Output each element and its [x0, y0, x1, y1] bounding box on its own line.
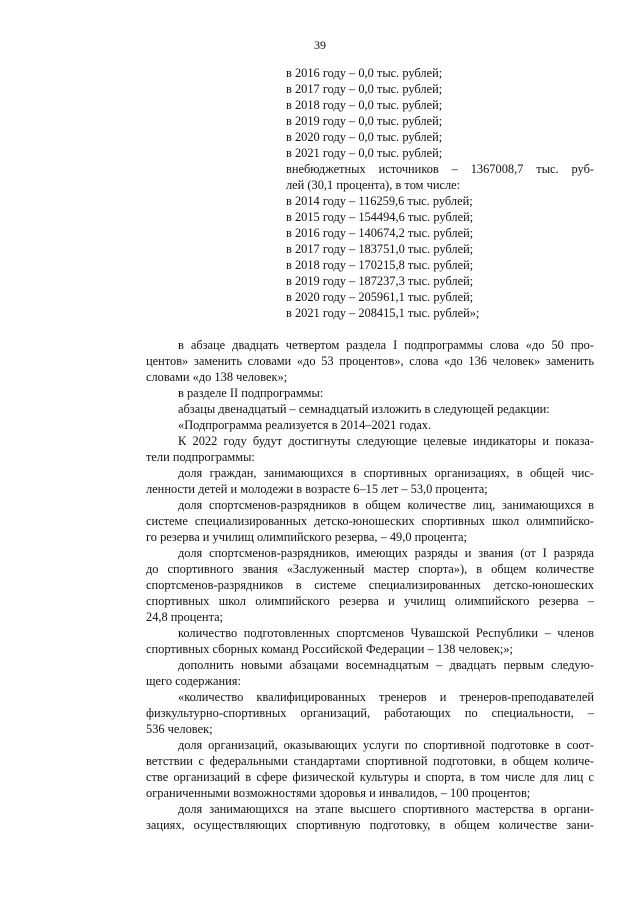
list-item: в 2018 году – 0,0 тыс. рублей;	[286, 98, 443, 112]
body-line: «количество квалифицированных тренеров и тренеров-преподавателей	[178, 690, 594, 704]
list-item: в 2020 году – 0,0 тыс. рублей;	[286, 130, 443, 144]
body-line: доля организаций, оказывающих услуги по спортивной подготовке в соот-	[178, 738, 594, 752]
list-item: в 2017 году – 183751,0 тыс. рублей;	[286, 242, 474, 256]
body-line: ветствии с федеральными стандартами спортивной подготовки, в общем количе-	[146, 754, 594, 768]
body-line: словами «до 138 человек»;	[146, 370, 288, 384]
body-line: дополнить новыми абзацами восемнадцатым – двадцать первым следую-	[178, 658, 594, 672]
body-line: спортсменов-разрядников в системе специализированных детско-юношеских	[146, 578, 594, 592]
body-line: абзацы двенадцатый – семнадцатый изложить в следующей редакции:	[178, 402, 550, 416]
body-line: 536 человек;	[146, 722, 213, 736]
body-line: доля спортсменов-разрядников в общем количестве лиц, занимающихся в	[178, 498, 594, 512]
body-line: до спортивного звания «Заслуженный мастер спорта»), в общем количестве	[146, 562, 594, 576]
list-item: в 2020 году – 205961,1 тыс. рублей;	[286, 290, 474, 304]
body-line: К 2022 году будут достигнуты следующие целевые индикаторы и показа-	[178, 434, 594, 448]
list-item: в 2017 году – 0,0 тыс. рублей;	[286, 82, 443, 96]
list-item: в 2014 году – 116259,6 тыс. рублей;	[286, 194, 473, 208]
body-line: спортивных школ олимпийского резерва и училищ олимпийского резерва –	[146, 594, 594, 608]
list-item: в 2018 году – 170215,8 тыс. рублей;	[286, 258, 474, 272]
body-line: доля граждан, занимающихся в спортивных организациях, в общей чис-	[178, 466, 594, 480]
body-line: щего содержания:	[146, 674, 241, 688]
list-item: в 2021 году – 208415,1 тыс. рублей»;	[286, 306, 480, 320]
list-item: в 2019 году – 0,0 тыс. рублей;	[286, 114, 443, 128]
body-line: доля спортсменов-разрядников, имеющих разряды и звания (от I разряда	[178, 546, 594, 560]
body-line: тели подпрограммы:	[146, 450, 255, 464]
page-number: 39	[314, 38, 326, 52]
body-line: в абзаце двадцать четвертом раздела I подпрограммы слова «до 50 про-	[178, 338, 594, 352]
body-line: ограниченными возможностями здоровья и инвалидов, – 100 процентов;	[146, 786, 531, 800]
body-line: физкультурно-спортивных организаций, работающих по специальности, –	[146, 706, 594, 720]
body-line: зациях, осуществляющих спортивную подготовку, в общем количестве зани-	[146, 818, 594, 832]
body-line: в разделе II подпрограммы:	[178, 386, 324, 400]
list-item: внебюджетных источников – 1367008,7 тыс. руб-	[286, 162, 594, 176]
body-line: ленности детей и молодежи в возрасте 6–15 лет – 53,0 процента;	[146, 482, 488, 496]
list-item: лей (30,1 процента), в том числе:	[286, 178, 461, 192]
list-item: в 2016 году – 0,0 тыс. рублей;	[286, 66, 443, 80]
list-item: в 2021 году – 0,0 тыс. рублей;	[286, 146, 443, 160]
body-line: «Подпрограмма реализуется в 2014–2021 годах.	[178, 418, 432, 432]
list-item: в 2016 году – 140674,2 тыс. рублей;	[286, 226, 474, 240]
body-line: спортивных сборных команд Российской Федерации – 138 человек;»;	[146, 642, 513, 656]
body-line: доля занимающихся на этапе высшего спортивного мастерства в органи-	[178, 802, 594, 816]
body-line: го резерва и училищ олимпийского резерва, – 49,0 процента;	[146, 530, 467, 544]
body-line: центов» заменить словами «до 53 процентов», слова «до 136 человек» заменить	[146, 354, 594, 368]
body-line: 24,8 процента;	[146, 610, 224, 624]
list-item: в 2019 году – 187237,3 тыс. рублей;	[286, 274, 474, 288]
body-line: стве организаций в сфере физической культуры и спорта, в том числе для лиц с	[146, 770, 594, 784]
list-item: в 2015 году – 154494,6 тыс. рублей;	[286, 210, 474, 224]
body-line: количество подготовленных спортсменов Чувашской Республики – членов	[178, 626, 594, 640]
body-line: системе специализированных детско-юношеских спортивных школ олимпийско-	[146, 514, 594, 528]
